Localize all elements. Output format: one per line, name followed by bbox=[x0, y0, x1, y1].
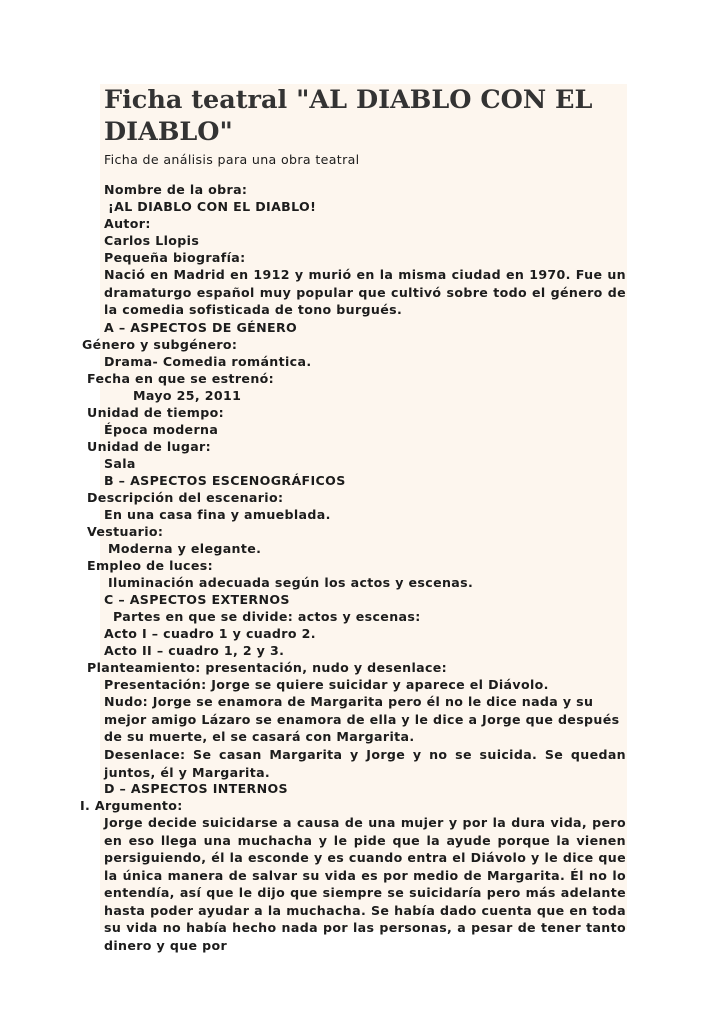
partes-label: Partes en que se divide: actos y escenas: bbox=[113, 609, 421, 624]
bio-text: Nació en Madrid en 1912 y murió en la misma ciudad en 1970. Fue un dramaturgo español muy popular que cultivó sobre todo el género de la comedia sofisticada de tono burgués. bbox=[104, 267, 626, 317]
fecha-value: Mayo 25, 2011 bbox=[133, 388, 242, 403]
argumento-label: I. Argumento: bbox=[80, 798, 183, 813]
tiempo-value: Época moderna bbox=[104, 422, 219, 437]
vestuario-value: Moderna y elegante. bbox=[108, 541, 262, 556]
fecha-label: Fecha en que se estrenó: bbox=[87, 371, 275, 386]
luces-value: Iluminación adecuada según los actos y escenas. bbox=[108, 575, 474, 590]
escenario-value: En una casa fina y amueblada. bbox=[104, 507, 331, 522]
autor-value: Carlos Llopis bbox=[104, 233, 200, 248]
section-d-heading: D – ASPECTOS INTERNOS bbox=[104, 781, 288, 796]
section-c-heading: C – ASPECTOS EXTERNOS bbox=[104, 592, 290, 607]
nombre-value: ¡AL DIABLO CON EL DIABLO! bbox=[108, 199, 317, 214]
section-a-heading: A – ASPECTOS DE GÉNERO bbox=[104, 320, 298, 335]
acto-2: Acto II – cuadro 1, 2 y 3. bbox=[104, 643, 285, 658]
presentacion-text: Presentación: Jorge se quiere suicidar y aparece el Diávolo. bbox=[104, 677, 549, 692]
nudo-text: Nudo: Jorge se enamora de Margarita pero él no le dice nada y su mejor amigo Lázaro se enamora de ella y le dice a Jorge que después de su muerte, el se casará con Margarita. bbox=[104, 694, 620, 744]
planteamiento-label: Planteamiento: presentación, nudo y desenlace: bbox=[87, 660, 448, 675]
genero-value: Drama- Comedia romántica. bbox=[104, 354, 312, 369]
bio-label: Pequeña biografía: bbox=[104, 250, 246, 265]
luces-label: Empleo de luces: bbox=[87, 558, 213, 573]
lugar-label: Unidad de lugar: bbox=[87, 439, 212, 454]
document-subtitle: Ficha de análisis para una obra teatral bbox=[104, 152, 360, 167]
escenario-label: Descripción del escenario: bbox=[87, 490, 284, 505]
section-b-heading: B – ASPECTOS ESCENOGRÁFICOS bbox=[104, 473, 346, 488]
autor-label: Autor: bbox=[104, 216, 151, 231]
tiempo-label: Unidad de tiempo: bbox=[87, 405, 225, 420]
acto-1: Acto I – cuadro 1 y cuadro 2. bbox=[104, 626, 316, 641]
vestuario-label: Vestuario: bbox=[87, 524, 164, 539]
argumento-text: Jorge decide suicidarse a causa de una mujer y por la dura vida, pero en eso llega una muchacha y le pide que la ayude porque la vienen persiguiendo, él la esconde y es cuando entra el Diávolo y le dice que la única manera de salvar su vida es por medio de Margarita. Él no lo entendía, así que le dijo que siempre se suicidaría pero más adelante hasta poder ayudar a la muchacha. Se había dado cuenta que en toda su vida no había hecho nada por las personas, a pesar de tener tanto dinero y que por bbox=[104, 815, 626, 953]
lugar-value: Sala bbox=[104, 456, 136, 471]
nombre-label: Nombre de la obra: bbox=[104, 182, 248, 197]
genero-label: Género y subgénero: bbox=[82, 337, 238, 352]
desenlace-text: Desenlace: Se casan Margarita y Jorge y no se suicida. Se quedan juntos, él y Margarita. bbox=[104, 747, 626, 780]
document-title: Ficha teatral "AL DIABLO CON EL DIABLO" bbox=[104, 85, 593, 147]
